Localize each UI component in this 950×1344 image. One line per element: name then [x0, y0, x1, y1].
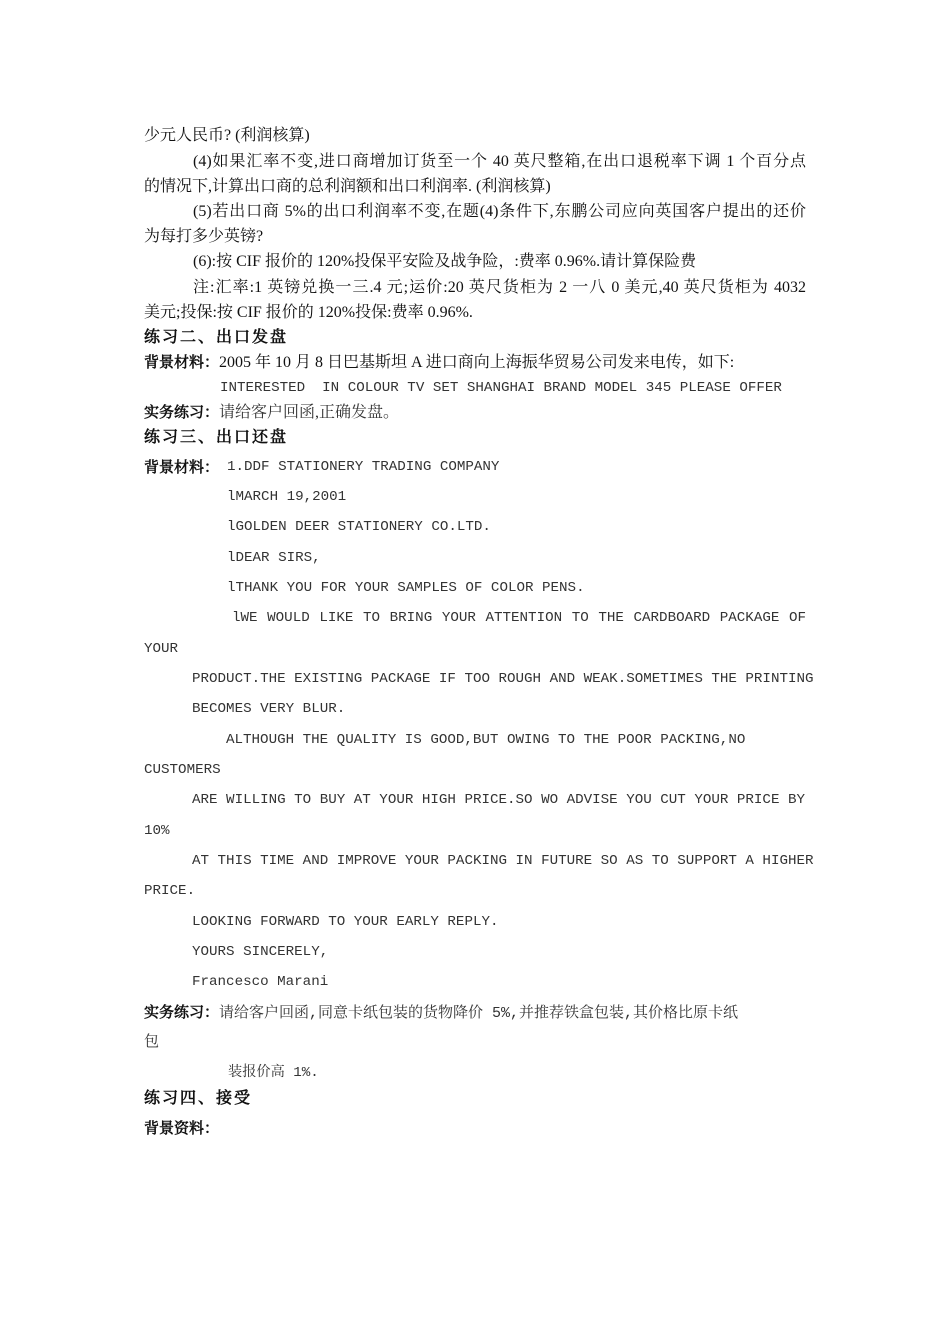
letter-line: ARE WILLING TO BUY AT YOUR HIGH PRICE.SO WO ADVISE YOU CUT YOUR PRICE BY — [192, 792, 805, 808]
task-label: 实务练习： — [144, 403, 220, 421]
letter-line: AT THIS TIME AND IMPROVE YOUR PACKING IN FUTURE SO AS TO SUPPORT A HIGHER — [192, 853, 814, 869]
letter-line: lGOLDEN DEER STATIONERY CO.LTD. — [227, 519, 491, 535]
task-continuation: 装报价高 1%. — [228, 1065, 319, 1081]
exercise-2-heading: 练习二、出口发盘 — [144, 327, 289, 346]
letter-line: BECOMES VERY BLUR. — [192, 701, 346, 717]
letter-line: lTHANK YOU FOR YOUR SAMPLES OF COLOR PENS. — [227, 580, 585, 596]
background-text: 2005 年 10 月 8 日巴基斯坦 A 进口商向上海振华贸易公司发来电传，如下: — [219, 354, 735, 371]
question-6-line: (6):按 CIF 报价的 120%投保平安险及战争险，:费率 0.96%.请计算保险费 — [193, 253, 697, 270]
letter-line: PRICE. — [144, 883, 196, 899]
exercise-2-task — [144, 400, 399, 425]
letter-line: LOOKING FORWARD TO YOUR EARLY REPLY. — [192, 914, 499, 930]
letter-line: YOURS SINCERELY, — [192, 944, 329, 960]
task-continuation: 包 — [144, 1034, 160, 1051]
exercise-3-heading: 练习三、出口还盘 — [144, 427, 289, 446]
question-4-line-1: (4)如果汇率不变,进口商增加订货至一个 40 英尺整箱,在出口退税率下调 1 个百分点 — [193, 153, 806, 170]
exercise-3-task — [144, 1000, 738, 1026]
letter-line: 10% — [144, 823, 170, 839]
question-5-line-1: (5)若出口商 5%的出口利润率不变,在题(4)条件下,东鹏公司应向英国客户提出的还价 — [193, 203, 806, 220]
exercise-4-background-label: 背景资料： — [144, 1119, 220, 1137]
background-label: 背景材料： — [144, 353, 220, 371]
letter-line: PRODUCT.THE EXISTING PACKAGE IF TOO ROUGH AND WEAK.SOMETIMES THE PRINTING — [192, 671, 814, 687]
task-label: 实务练习： — [144, 1003, 220, 1021]
letter-line: CUSTOMERS — [144, 762, 221, 778]
question-4-line-2: 的情况下,计算出口商的总利润额和出口利润率. (利润核算) — [144, 178, 551, 195]
letter-line: lMARCH 19,2001 — [227, 489, 347, 505]
note-line-2: 美元;投保:按 CIF 报价的 120%投保:费率 0.96%. — [144, 304, 473, 321]
text-line: 少元人民币? (利润核算) — [144, 127, 310, 144]
question-5-line-2: 为每打多少英镑? — [144, 228, 264, 245]
letter-line: lDEAR SIRS, — [227, 550, 321, 566]
letter-line: ALTHOUGH THE QUALITY IS GOOD,BUT OWING TO THE POOR PACKING,NO — [226, 732, 746, 748]
task-text: 请给客户回函,正确发盘。 — [219, 404, 400, 421]
note-line-1: 注:汇率:1 英镑兑换一三.4 元;运价:20 英尺货柜为 2 一八 0 美元,40 英尺货柜为 4032 — [193, 279, 806, 296]
exercise-3-background-label: 背景材料： — [144, 458, 220, 476]
letter-line: 1.DDF STATIONERY TRADING COMPANY — [227, 459, 500, 475]
letter-line: YOUR — [144, 641, 179, 657]
exercise-2-background — [144, 350, 734, 375]
task-text: 请给客户回函,同意卡纸包装的货物降价 5%,并推荐铁盒包装,其价格比原卡纸 — [219, 1005, 739, 1022]
telex-text: INTERESTED IN COLOUR TV SET SHANGHAI BRAND MODEL 345 PLEASE OFFER — [220, 380, 782, 396]
letter-line: lWE WOULD LIKE TO BRING YOUR ATTENTION TO THE CARDBOARD PACKAGE OF — [232, 610, 806, 626]
exercise-4-heading: 练习四、接受 — [144, 1088, 253, 1107]
letter-signature: Francesco Marani — [192, 974, 329, 990]
